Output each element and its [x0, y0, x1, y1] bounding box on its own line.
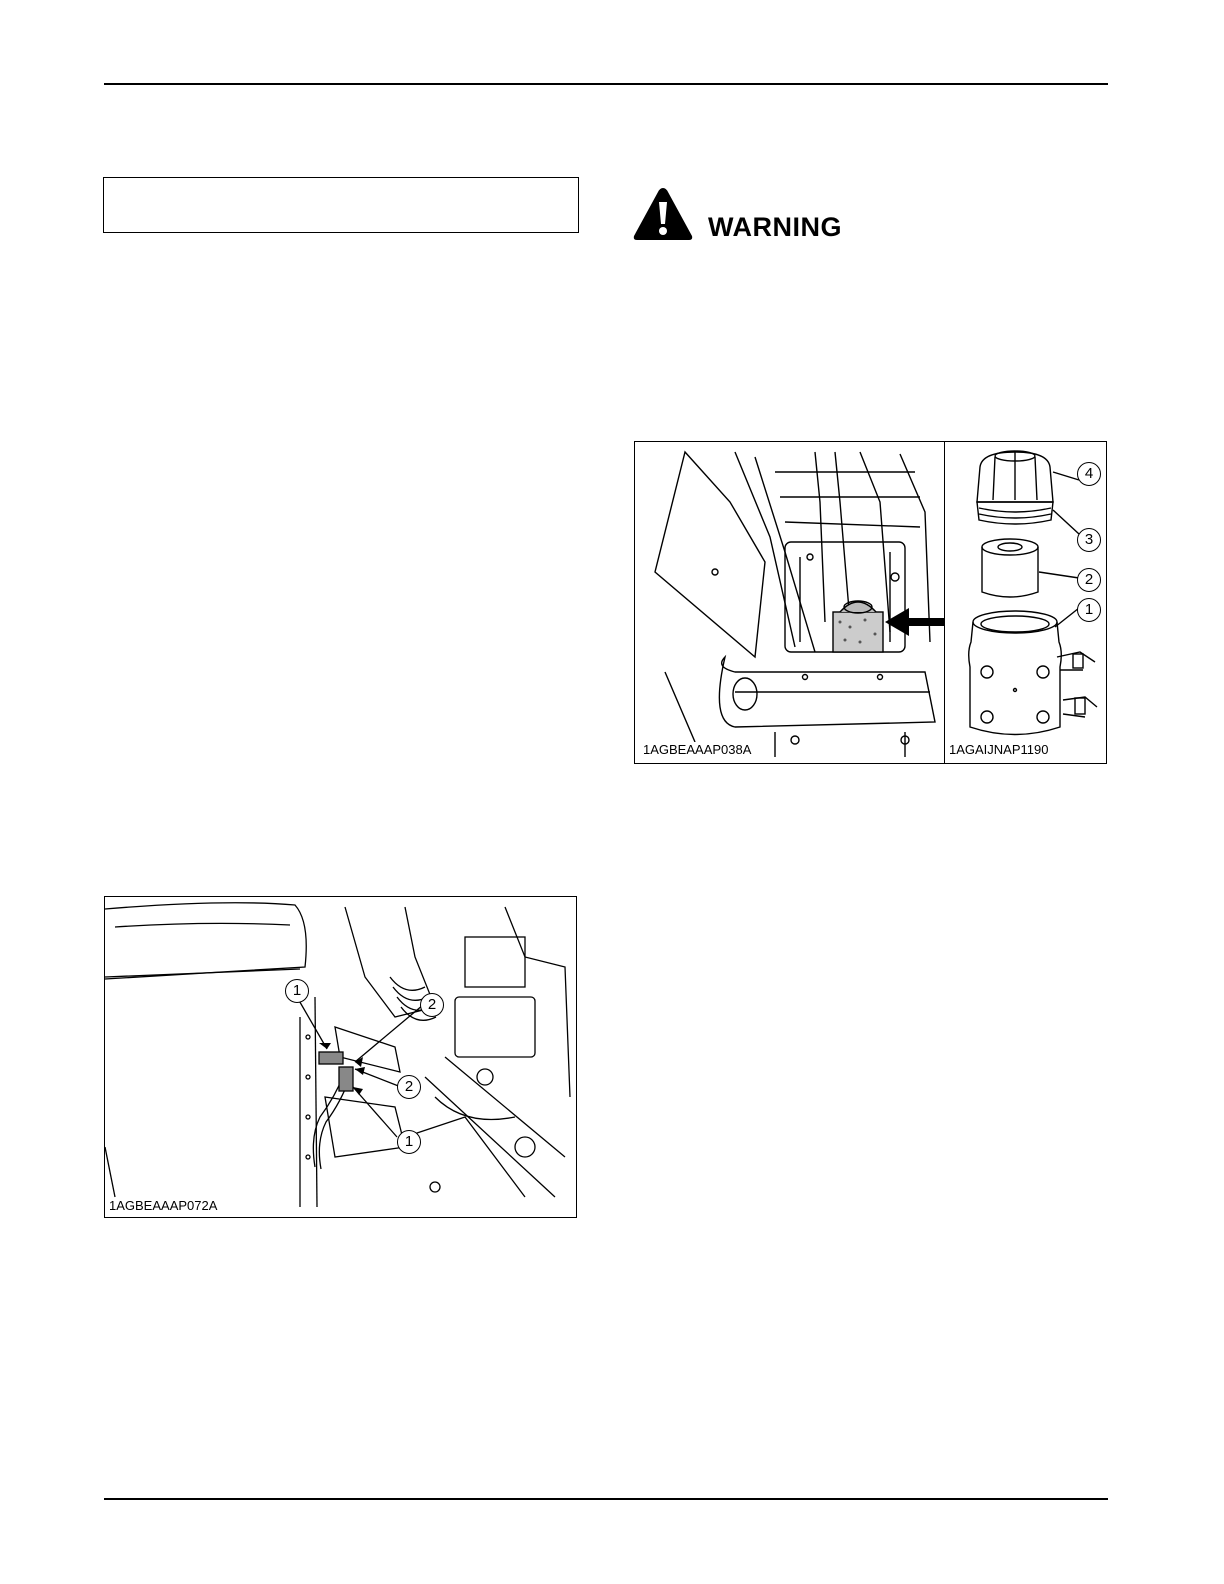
engine-harness-illustration [105, 897, 576, 1217]
callout-4: 4 [1077, 462, 1101, 486]
note-box [103, 177, 579, 233]
figure-code: 1AGBEAAAP072A [109, 1198, 218, 1213]
callout-2: 2 [397, 1075, 421, 1099]
figure-code: 1AGAIJNAP1190 [949, 742, 1049, 757]
callout-2: 2 [420, 993, 444, 1017]
header-rule [104, 83, 1108, 85]
filter-location-illustration [635, 442, 945, 763]
callout-1: 1 [1077, 598, 1101, 622]
callout-1: 1 [397, 1130, 421, 1154]
figure-filter-parts [944, 441, 1107, 764]
figure-engine-harness [104, 896, 577, 1218]
callout-3: 3 [1077, 528, 1101, 552]
footer-rule [104, 1498, 1108, 1500]
callout-2: 2 [1077, 568, 1101, 592]
figure-filter-location [634, 441, 946, 764]
warning-triangle-icon [632, 186, 694, 242]
arrow-left-icon [885, 608, 945, 636]
warning-banner [632, 186, 872, 246]
callout-1: 1 [285, 979, 309, 1003]
warning-heading: WARNING [708, 212, 842, 242]
figure-code: 1AGBEAAAP038A [643, 742, 752, 757]
